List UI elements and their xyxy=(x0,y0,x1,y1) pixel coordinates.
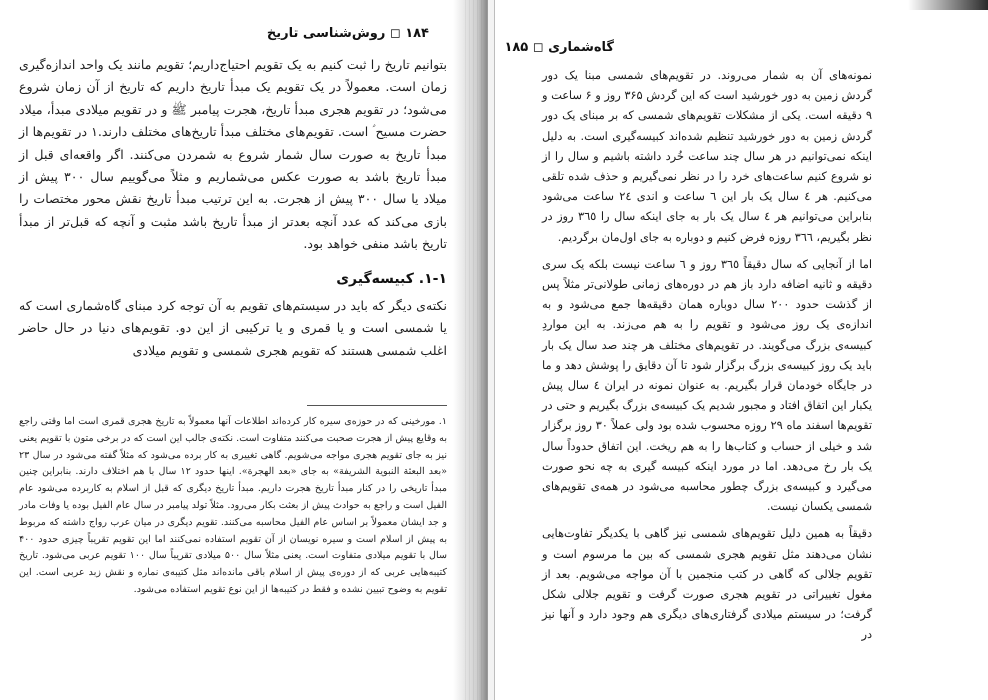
right-paragraph-3: دقیقاً به همین دلیل تقویم‌های شمسی نیز گاهی با یکدیگر تفاوت‌هایی نشان می‌دهند مثل تقویم هجری شمسی که بین ما مرسوم است و تقویم جلالی که گاهی در کتب منجمین با آن مواجه می‌شویم. بعد از مغول تغییراتی در تقویم هجری صورت گرفت و تقویم جلالی شکل گرفت؛ در سیستم میلادی گرفتاری‌های دیگری هم وجود دارد و آنها نیز در xyxy=(542,527,872,642)
corner-shadow xyxy=(908,0,988,10)
right-paragraph-1: نمونه‌های آن به شمار می‌روند. در تقویم‌های شمسی مبنا یک دور گردش زمین به دور خورشید است که این گردش ۳۶۵ روز و ۶ ساعت و ۹ دقیقه است. یکی از مشکلات تقویم‌های شمسی که بر مبنای یک دور گردش زمین به دور خورشید تنظیم شده‌اند کبیسه‌گیری است. به دلیل اینکه نمی‌توانیم در هر سال چند ساعت خُرد داشته باشیم و سال را از نو شروع کنیم ساعت‌های خرد را در نظر نمی‌گیریم و حذف شده تلقی می‌کنیم. هر ٤ سال یک بار این ٦ ساعت و اندی ٢٤ ساعت می‌شود بنابراین می‌توانیم هر ٤ سال یک بار به جای اینکه سال را ٣٦٥ روز در نظر بگیریم، ٣٦٦ روزه فرض کنیم و دوباره به جای اول‌مان برگردیم. xyxy=(542,69,873,244)
left-paragraph-1: بتوانیم تاریخ را ثبت کنیم به یک تقویم احتیاج‌داریم؛ تقویم مانند یک واحد اندازه‌گیری زمان است. معمولاً در یک تقویم یک مبدأ تاریخ داریم که تاریخ از آن زمان شروع می‌شود؛ در تقویم هجری مبدأ تاریخ، هجرت پیامبر ﷺ و در تقویم میلادی مبدأ، میلاد حضرت مسیح ؑ است. تقویم‌های مختلف مبدأ تاریخ‌های مختلف دارند.۱ در تقویم‌ها از مبدأ تاریخ به صورت سال شمار شروع به شمردن می‌کنند. اگر واقعه‌ای قبل از مبدأ تاریخ باشد به صورت عکس می‌شماریم و مثلاً می‌گوییم سال ۳۰۰ پیش از میلاد یا سال ۳۰۰ پیش از هجرت. به این ترتیب مبدأ تاریخ نقش محور مختصات را بازی می‌کند که عدد آنچه بعدتر از مبدأ تاریخ باشد مثبت و آنچه که قبل‌تر از مبدأ تاریخ باشد منفی خواهد بود. xyxy=(19,57,447,252)
left-page-body xyxy=(19,54,447,362)
right-page-body xyxy=(542,66,872,646)
footnote: ۱. مورخینی که در حوزه‌ی سیره کار کرده‌اند اطلاعات آنها معمولاً به تاریخ هجری قمری است اما وقتی راجع به وقایع پیش از هجرت صحبت می‌کنند متفاوت است. نکته‌ی جالب این است که در برخی متون با تقویم یعنی نیز به جای تقویم هجری مواجه می‌شویم. گاهی تغییری به کار برده می‌شود که مثلاً گفته می‌شود در سال ۲۳ «بعد البعثة النبوية الشريفة» به جای «بعد الهجرة». اینها حدود ۱۲ سال با هم اختلاف دارند. بنابراین چنین مبدأ تاریخی را در کنار مبدأ تاریخ هجرت داریم. مبدأ تاریخ دیگری که قبل از اسلام به کاربرده می‌شود عام الفیل است و راجع به حوادث پیش از بعثت بکار می‌رود. مثلاً تولد پیامبر در سال عام الفیل بوده یا وفات مادر و جد ایشان معمولاً بر اساس عام الفیل محاسبه می‌کنند. تقویم دیگری در میان عرب رواج داشته که مربوط به پیش از اسلام است و سیره نویسان از آن تقویم استفاده نمی‌کنند اما این تقویم تقریباً چیزی حدود ۴۰۰ سال با تقویم میلادی متفاوت است. یعنی مثلاً سال ۵۰۰ میلادی تقریباً سال ۱۰۰ تقویم عربی می‌شود. تاریخ کتیبه‌هایی عربی که از دوره‌ی پیش از اسلام باقی مانده‌اند مثل کتیبه‌ی نماره و نقش زبد عربی است. این تقویم به وضوح تبیین نشده و فقط در کتیبه‌ها از این نوع تقویم استفاده می‌شود. xyxy=(19,416,447,595)
page-edge-lines xyxy=(465,0,485,700)
right-page xyxy=(494,0,988,700)
right-page-header: گاه‌شماری ◻ ۱۸۵ xyxy=(504,40,614,55)
footnote-divider xyxy=(307,405,447,406)
left-paragraph-2: نکته‌ی دیگر که باید در سیستم‌های تقویم به آن توجه کرد مبنای گاه‌شماری است که یا شمسی است و یا قمری و یا ترکیبی از این دو. تقویم‌های دنیا در حال حاضر اغلب شمسی هستند که تقویم هجری شمسی و تقویم میلادی xyxy=(19,298,447,358)
left-page xyxy=(0,0,488,700)
left-page-header: ۱۸۴ ◻ روش‌شناسی تاریخ xyxy=(266,26,429,41)
right-paragraph-2: اما از آنجایی که سال دقیقاً ٣٦٥ روز و ٦ ساعت نیست بلکه یک سری دقیقه و ثانیه اضافه دارد باز هم در دوره‌های زمانی طولانی‌تر مثلاً پس از گذشت حدود ٢٠٠ سال دوباره همان دقیقه‌ها جمع می‌شود و به اندازه‌ی یک روز می‌شود و تقویم را به هم می‌زند. به این مواردِ کبیسه‌ی بزرگ می‌گویند. در تقویم‌های مختلف هر چند صد سال یک بار باید یک روز کبیسه‌ی بزرگ برگزار شود تا آن دقایق را پوشش دهد و ما در جایگاه خودمان قرار بگیریم. به عنوان نمونه در ایران ٤ سال پیش یکبار این اتفاق افتاد و مجبور شدیم یک کبیسه‌ی بزرگ بگیریم و حتی در تقویم‌ها اسفند ماه ٢٩ روزه محسوب شده بود ولی عملاً ٣٠ روز برگزار شد و خیلی از حساب و کتاب‌ها را به هم ریخت. این اتفاق حدوداً سال یک بار رخ می‌دهد. اما در مورد اینکه کبیسه گیری به چه نحو صورت می‌گیرد و کبیسه‌ی بزرگ چطور محاسبه می‌شود در همه‌ی تقویم‌های شمسی یکسان نیست. xyxy=(542,257,872,514)
section-heading: ۱-۱. کبیسه‌گیری xyxy=(336,270,447,287)
